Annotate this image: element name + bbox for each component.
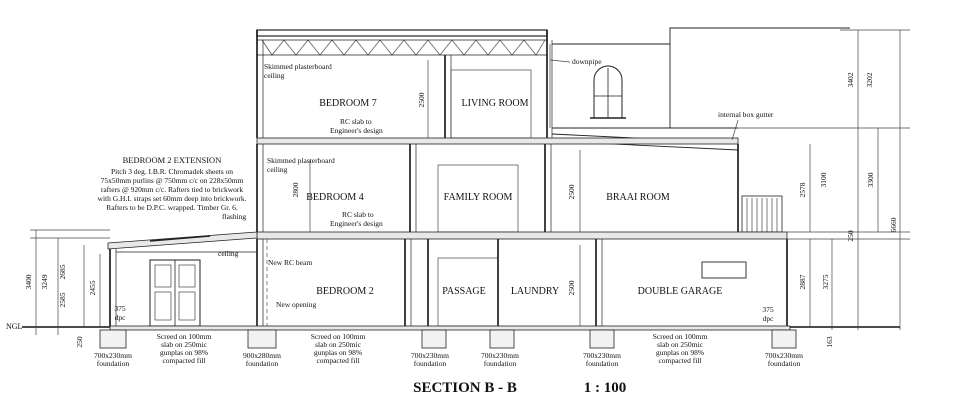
extension-heading: BEDROOM 2 EXTENSION [122, 155, 222, 165]
bedroom2-extension [108, 232, 257, 326]
foundation-label-1 [94, 351, 132, 368]
screed-note-2 [311, 332, 366, 365]
extension-note-line: Rafters to be D.P.C. wrapped. Timber Gr. 6. [106, 203, 238, 212]
svg-text:Screed on 100mm: Screed on 100mm [156, 332, 212, 341]
section-title: SECTION B - B [413, 380, 517, 396]
room-label-laundry: LAUNDRY [510, 286, 560, 297]
dim-2800-bed4: 2800 [291, 182, 300, 198]
svg-text:700x230mm: 700x230mm [583, 351, 621, 360]
svg-text:foundation: foundation [245, 359, 279, 368]
screed-note-1 [157, 332, 212, 365]
dim-163: 163 [825, 336, 834, 348]
section-scale: 1 : 100 [583, 380, 627, 396]
svg-text:gunplas on 98%: gunplas on 98% [655, 348, 705, 357]
note-dpc-right: dpc [762, 314, 774, 323]
dim-3100: 3100 [819, 172, 828, 188]
svg-text:700x230mm: 700x230mm [765, 351, 803, 360]
dim-3249: 3249 [40, 274, 49, 290]
note-new-rc-beam: New RC beam [268, 258, 313, 267]
note-skimmed-mid: ceiling [267, 165, 288, 174]
dim-3202: 3202 [865, 72, 874, 88]
note-skimmed-upper: ceiling [264, 71, 285, 80]
extension-note-line: Pitch 3 deg. I.B.R. Chromadek sheets on [110, 167, 234, 176]
room-label-braai-room: BRAAI ROOM [606, 192, 670, 203]
note-internal-box-gutter: internal box gutter [718, 110, 774, 119]
svg-text:foundation: foundation [96, 359, 130, 368]
svg-text:700x230mm: 700x230mm [481, 351, 519, 360]
svg-text:Screed on 100mm: Screed on 100mm [652, 332, 708, 341]
room-label-double-garage: DOUBLE GARAGE [637, 286, 723, 297]
svg-text:compacted fill: compacted fill [658, 356, 702, 365]
svg-text:900x280mm: 900x280mm [243, 351, 281, 360]
dim-6660: 6660 [889, 217, 898, 233]
room-label-family-room: FAMILY ROOM [443, 192, 513, 203]
foundation-label-2 [243, 351, 281, 368]
dim-250-left: 250 [75, 336, 84, 348]
note-new-opening: New opening [276, 300, 317, 309]
svg-text:slab on 250mic: slab on 250mic [657, 340, 703, 349]
svg-text:slab on 250mic: slab on 250mic [315, 340, 361, 349]
foundation-label-4 [481, 351, 519, 368]
note-skimmed-upper: Skimmed plasterboard [264, 62, 332, 71]
foundation-label-3 [411, 351, 449, 368]
note-flashing: flashing [222, 212, 247, 221]
dim-3275: 3275 [821, 274, 830, 290]
note-dpc-left: dpc [114, 313, 126, 322]
svg-text:gunplas on 98%: gunplas on 98% [159, 348, 209, 357]
note-ngl: NGL [6, 322, 23, 331]
dim-2585: 2585 [58, 292, 67, 308]
note-dpc-right: 375 [762, 305, 774, 314]
room-label-living-room: LIVING ROOM [461, 98, 529, 109]
note-skimmed-mid: Skimmed plasterboard [267, 156, 335, 165]
note-rc-slab-upper: Engineer's design [330, 126, 383, 135]
dim-3402: 3402 [846, 72, 855, 88]
dim-2578: 2578 [798, 182, 807, 198]
svg-text:700x230mm: 700x230mm [411, 351, 449, 360]
svg-text:Screed on 100mm: Screed on 100mm [310, 332, 366, 341]
room-label-bedroom4: BEDROOM 4 [306, 192, 364, 203]
ground-floor [257, 239, 787, 326]
extension-note-line: 75x50mm purlins @ 750mm c/c on 228x50mm [100, 176, 244, 185]
dim-2685: 2685 [58, 264, 67, 280]
svg-text:foundation: foundation [767, 359, 801, 368]
dim-2500-bed7: 2500 [417, 92, 426, 108]
extension-note-line: with G.H.I. straps set 60mm deep into brickwork. [97, 194, 247, 203]
dim-2455: 2455 [88, 280, 97, 296]
dim-250-right: 250 [846, 230, 855, 242]
dim-3400: 3400 [24, 274, 33, 290]
middle-slab [257, 232, 787, 239]
note-dpc-left: 375 [114, 304, 126, 313]
room-label-bedroom7: BEDROOM 7 [319, 98, 377, 109]
foundation-label-6 [765, 351, 803, 368]
svg-text:slab on 250mic: slab on 250mic [161, 340, 207, 349]
note-rc-slab-mid: RC slab to [342, 210, 374, 219]
room-label-bedroom2: BEDROOM 2 [316, 286, 374, 297]
svg-text:700x230mm: 700x230mm [94, 351, 132, 360]
extension-note-line: rafters @ 920mm c/c. Rafters tied to brickwork [100, 185, 244, 194]
foundation-label-5 [583, 351, 621, 368]
note-rc-slab-upper: RC slab to [340, 117, 372, 126]
svg-text:compacted fill: compacted fill [162, 356, 206, 365]
screed-note-3 [653, 332, 708, 365]
svg-text:foundation: foundation [585, 359, 619, 368]
note-ceiling: ceiling [218, 249, 239, 258]
note-rc-slab-mid: Engineer's design [330, 219, 383, 228]
upper-slab [257, 138, 738, 144]
dim-2500-laundry: 2500 [567, 280, 576, 296]
dim-2887: 2887 [798, 274, 807, 290]
svg-text:gunplas on 98%: gunplas on 98% [313, 348, 363, 357]
svg-text:foundation: foundation [483, 359, 517, 368]
dim-2500-family: 2500 [567, 184, 576, 200]
svg-text:foundation: foundation [413, 359, 447, 368]
dim-3300: 3300 [866, 172, 875, 188]
note-downpipe: downpipe [572, 57, 602, 66]
room-label-passage: PASSAGE [442, 286, 486, 297]
svg-text:compacted fill: compacted fill [316, 356, 360, 365]
